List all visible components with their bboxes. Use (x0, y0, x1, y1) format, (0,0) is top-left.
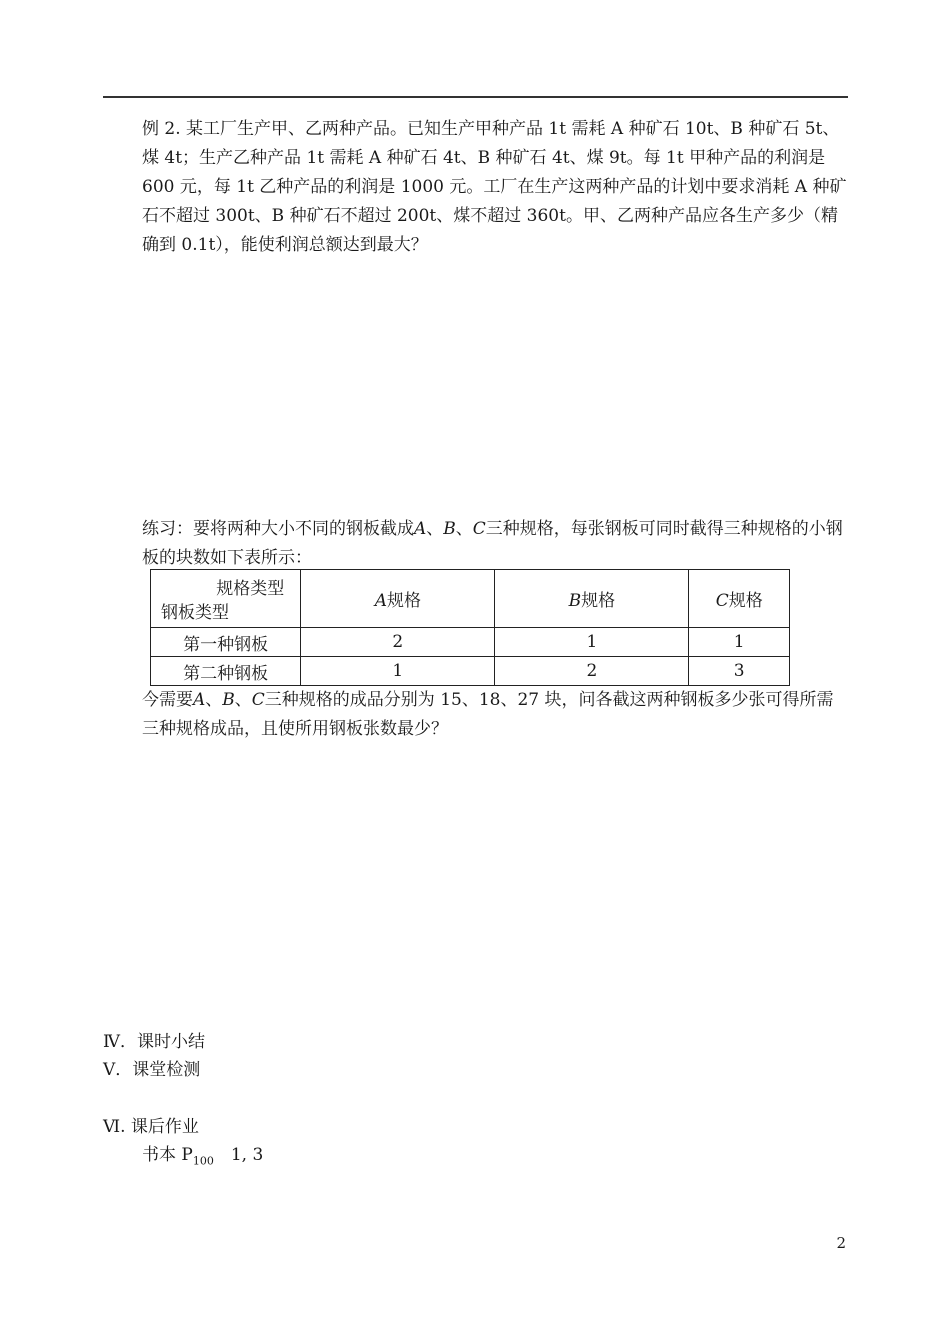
separator: 、 (426, 519, 444, 539)
corner-label-spec-type: 规格类型 (216, 579, 285, 599)
table-corner-cell (151, 570, 301, 628)
section-summary-heading: Ⅳ．课时小结 (103, 1032, 205, 1052)
table-header-row (151, 570, 790, 628)
question-suffix: 三种规格的成品分别为 15、18、27 块，问各截这两种钢板多少张可得所需三种规格成品，且使所用钢板张数最少？ (142, 690, 834, 739)
table-cell: 2 (301, 628, 495, 657)
col-header-b: B规格 (495, 570, 689, 628)
col-header-c: C规格 (689, 570, 790, 628)
header-rule (103, 96, 848, 98)
spec-a-letter: A (414, 519, 427, 539)
separator: 、 (455, 519, 473, 539)
exercise-question-paragraph (142, 686, 848, 744)
table-row (151, 628, 790, 657)
steel-plate-spec-table (150, 569, 790, 686)
section-check-heading: Ⅴ．课堂检测 (103, 1060, 201, 1080)
q-letter-b: B (222, 690, 235, 710)
homework-book-label: 书本 P (142, 1145, 193, 1165)
corner-label-plate-type: 钢板类型 (161, 603, 229, 623)
row-label: 第一种钢板 (151, 628, 301, 657)
q-letter-a: A (193, 690, 206, 710)
table-cell: 1 (495, 628, 689, 657)
exercise-intro-paragraph (142, 515, 848, 573)
separator: 、 (205, 690, 223, 710)
question-prefix: 今需要 (142, 690, 193, 710)
table-cell: 2 (495, 657, 689, 686)
page-number: 2 (836, 1234, 846, 1252)
homework-reference (142, 1143, 263, 1173)
q-letter-c: C (251, 690, 265, 710)
section-homework-heading: Ⅵ. 课后作业 (103, 1117, 199, 1137)
exercise-intro-suffix: 三种规格，每张钢板可同时截得三种规格的小钢板的块数如下表所示： (142, 519, 843, 568)
separator: 、 (234, 690, 252, 710)
exercise-intro-prefix: 练习：要将两种大小不同的钢板截成 (142, 519, 414, 539)
homework-page-subscript: 100 (192, 1154, 214, 1168)
spec-b-letter: B (443, 519, 456, 539)
table-cell: 3 (689, 657, 790, 686)
col-header-a: A规格 (301, 570, 495, 628)
spec-c-letter: C (472, 519, 486, 539)
table-cell: 1 (301, 657, 495, 686)
homework-items: 1, 3 (213, 1145, 264, 1165)
table-cell: 1 (689, 628, 790, 657)
example-2-paragraph: 例 2. 某工厂生产甲、乙两种产品。已知生产甲种产品 1t 需耗 A 种矿石 10t、B 种矿石 5t、煤 4t；生产乙种产品 1t 需耗 A 种矿石 4t、B 种矿石 4t、煤 9t。每 1t 甲种产品的利润是 600 元，每 1t 乙种产品的利润是 1000 元。工厂在生产这两种产品的计划中要求消耗 A 种矿石不超过 300t、B 种矿石不超过 200t、煤不超过 360t。甲、乙两种产品应各生产多少（精确到 0.1t），能使利润总额达到最大？ (142, 119, 847, 255)
row-label: 第二种钢板 (151, 657, 301, 686)
table-row (151, 657, 790, 686)
